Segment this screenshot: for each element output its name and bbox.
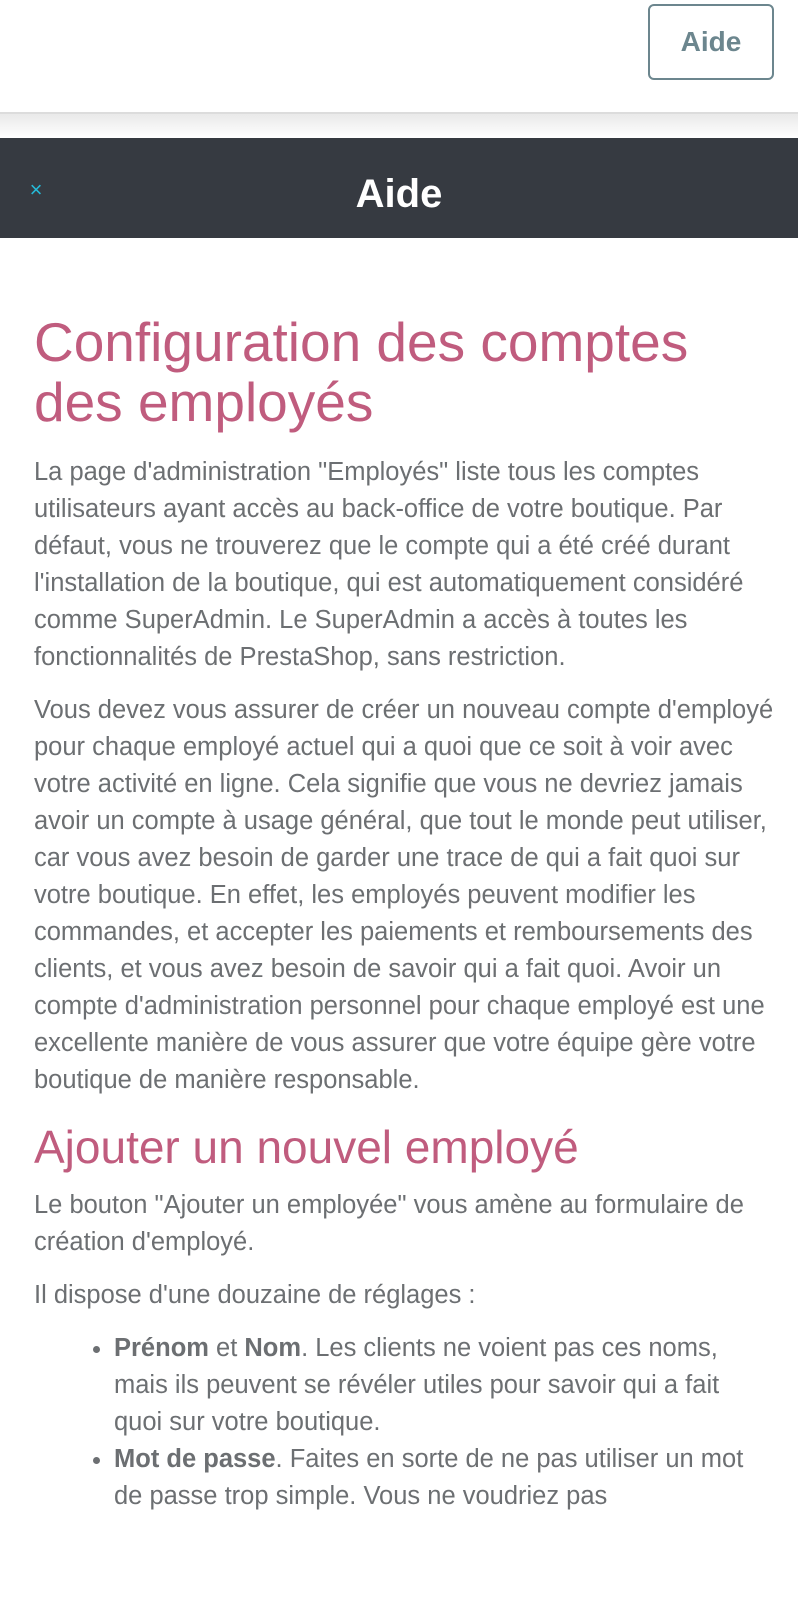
list-item-term: Prénom: [114, 1334, 209, 1362]
list-item-text: . Les clients ne voient pas ces noms, mais ils peuvent se révéler utiles pour savoir qui a fait quoi sur votre boutique.: [114, 1334, 720, 1436]
settings-list: [34, 1330, 774, 1515]
list-item-text: et: [208, 1334, 245, 1362]
list-item-term: Nom: [244, 1334, 302, 1362]
panel-title: Aide: [355, 172, 443, 216]
list-item-text: . Faites en sorte de ne pas utiliser un mot de passe trop simple. Vous ne voudriez pas: [114, 1445, 744, 1510]
article-title: Configuration des comptes des employés: [34, 311, 689, 433]
list-item: [114, 1330, 774, 1441]
article-paragraph: La page d'administration "Employés" liste tous les comptes utilisateurs ayant accès au back-office de votre boutique. Par défaut, vous ne trouverez que le compte qui a été créé durant l'installation de la boutique, qui est automatiquement considéré comme SuperAdmin. Le SuperAdmin a accès à toutes les fonctionnalités de PrestaShop, sans restriction.: [34, 458, 744, 671]
article-paragraph: Vous devez vous assurer de créer un nouveau compte d'employé pour chaque employé actuel qui a quoi que ce soit à voir avec votre activité en ligne. Cela signifie que vous ne devriez jamais avoir un compte à usage général, que tout le monde peut utiliser, car vous avez besoin de garder une trace de qui a fait quoi sur votre boutique. En effet, les employés peuvent modifier les commandes, et accepter les paiements et remboursements des clients, et vous avez besoin de savoir qui a fait quoi. Avoir un compte d'administration personnel pour chaque employé est une excellente manière de vous assurer que votre équipe gère votre boutique de manière responsable.: [34, 696, 774, 1094]
article-paragraph: Le bouton "Ajouter un employée" vous amène au formulaire de création d'employé.: [34, 1191, 744, 1256]
panel-shadow: [0, 114, 798, 138]
top-bar: [0, 0, 798, 114]
list-item: [114, 1441, 774, 1515]
list-item-term: Mot de passe: [114, 1445, 276, 1473]
help-article: [34, 312, 774, 1515]
help-button[interactable]: Aide: [648, 4, 774, 80]
close-icon[interactable]: ×: [29, 177, 43, 202]
article-paragraph: Il dispose d'une douzaine de réglages :: [34, 1281, 476, 1309]
section-title: Ajouter un nouvel employé: [34, 1121, 579, 1173]
